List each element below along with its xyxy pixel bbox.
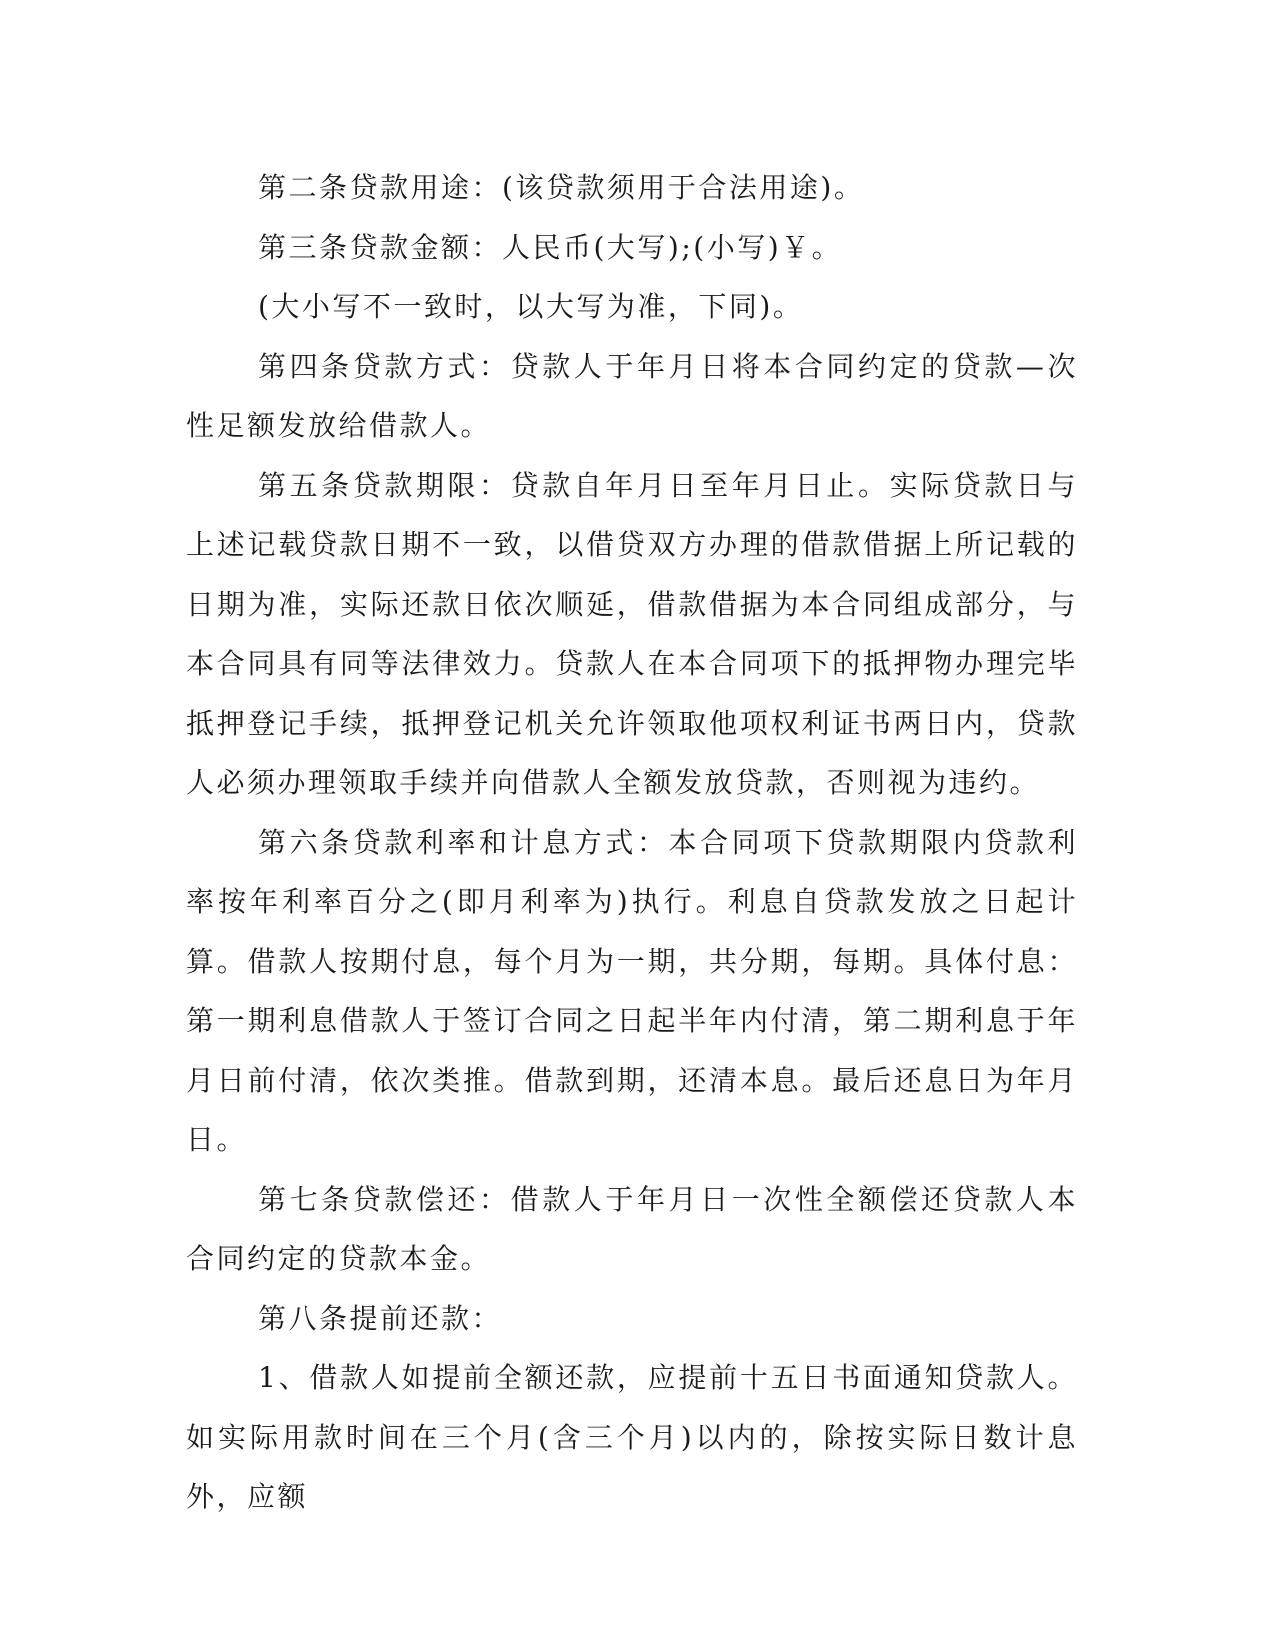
- clause-7-repayment: 第七条贷款偿还：借款人于年月日一次性全额偿还贷款人本合同约定的贷款本金。: [186, 1182, 1078, 1275]
- clause-8-item-1: 1、借款人如提前全额还款，应提前十五日书面通知贷款人。如实际用款时间在三个月(含三个月)以内的，除按实际日数计息外，应额: [186, 1361, 1078, 1513]
- clause-6-interest: 第六条贷款利率和计息方式：本合同项下贷款期限内贷款利率按年利率百分之(即月利率为)执行。利息自贷款发放之日起计算。借款人按期付息，每个月为一期，共分期，每期。具体付息：第一期利息借款人于签订合同之日起半年内付清，第二期利息于年月日前付清，依次类推。借款到期，还清本息。最后还息日为年月日。: [186, 825, 1078, 1156]
- clause-3-amount: 第三条贷款金额：人民币(大写);(小写)￥。: [258, 230, 843, 264]
- clause-5-term: 第五条贷款期限：贷款自年月日至年月日止。实际贷款日与上述记载贷款日期不一致，以借贷双方办理的借款借据上所记载的日期为准，实际还款日依次顺延，借款借据为本合同组成部分，与本合同具有同等法律效力。贷款人在本合同项下的抵押物办理完毕抵押登记手续，抵押登记机关允许领取他项权利证书两日内，贷款人必须办理领取手续并向借款人全额发放贷款，否则视为违约。: [186, 468, 1078, 799]
- clause-2-purpose: 第二条贷款用途：(该贷款须用于合法用途)。: [258, 171, 865, 204]
- clause-3-note: (大小写不一致时，以大写为准，下同)。: [258, 290, 804, 323]
- clause-4-method: 第四条贷款方式：贷款人于年月日将本合同约定的贷款—次性足额发放给借款人。: [186, 349, 1078, 442]
- document-body: [186, 158, 1078, 1527]
- clause-8-prepayment: 第八条提前还款：: [258, 1301, 503, 1335]
